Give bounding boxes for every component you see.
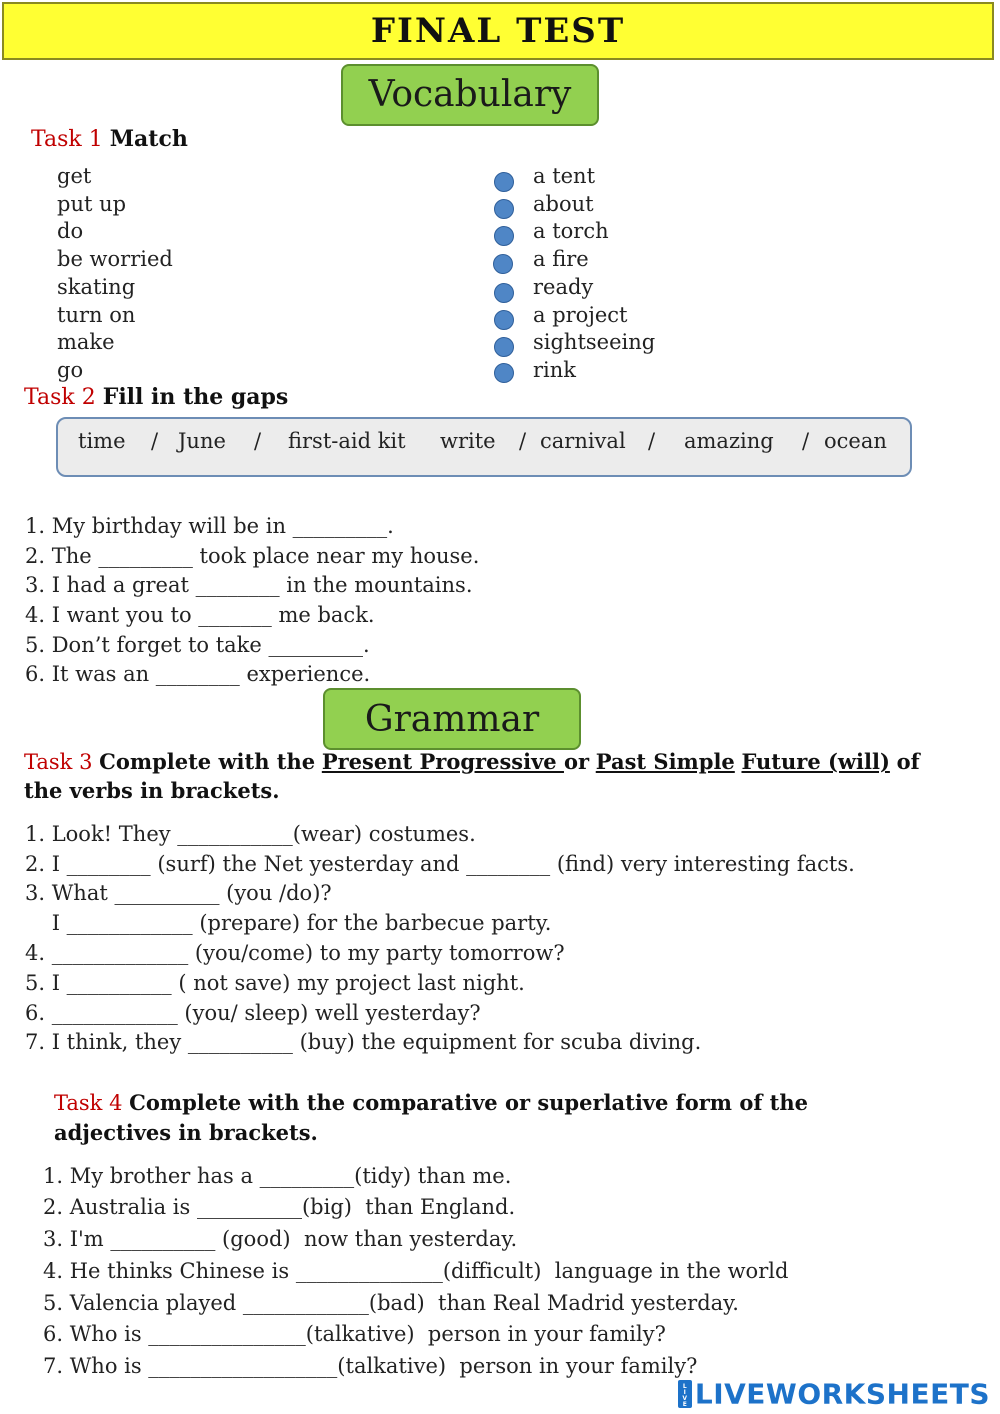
match-left-item: get [57, 164, 92, 188]
task3-title-a: Complete with the [99, 749, 316, 774]
task4-sentence: 7. Who is __________________(talkative) person in your family? [43, 1354, 698, 1378]
match-left-item: be worried [57, 247, 173, 272]
task3-sentence: 5. I __________ ( not save) my project last night. [25, 971, 525, 995]
task3-form-past-simple: Past Simple [595, 749, 735, 774]
task2-sentence: 6. It was an ________ experience. [25, 662, 371, 686]
match-left-item: make [57, 330, 115, 355]
liveworksheets-logo [678, 1376, 990, 1410]
task3-sentence: 1. Look! They ___________(wear) costumes. [25, 822, 476, 846]
word-bank-word: time [78, 429, 126, 453]
liveworksheets-logo-text: LIVEWORKSHEETS [694, 1377, 990, 1411]
word-bank-word: first-aid kit [288, 429, 406, 453]
match-right-item: sightseeing [533, 330, 656, 355]
match-right-item: a project [533, 302, 628, 327]
task3-heading [24, 749, 920, 774]
match-right-column [533, 163, 655, 385]
page-title: FINAL TEST [2, 2, 994, 60]
task3-of: of [896, 749, 920, 774]
task4-number: Task 4 [54, 1091, 123, 1115]
task4-sentence: 5. Valencia played ____________(bad) than Real Madrid yesterday. [43, 1291, 739, 1315]
task1-title: Match [109, 126, 188, 152]
svg-text:I: I [683, 1389, 687, 1396]
word-bank-word: June [178, 429, 226, 453]
svg-text:L: L [682, 1383, 688, 1390]
task3-sentence: 7. I think, they __________ (buy) the equipment for scuba diving. [25, 1030, 702, 1054]
task3-form-future-will: Future (will) [741, 749, 890, 774]
match-dot[interactable] [494, 226, 514, 246]
word-separator: / [151, 429, 159, 453]
word-bank-word: ocean [824, 429, 887, 453]
task3-sentence: 4. _____________ (you/come) to my party tomorrow? [25, 941, 565, 965]
match-right-item: a fire [533, 247, 589, 272]
match-dot[interactable] [494, 337, 514, 357]
task3-form-present-progressive: Present Progressive [321, 749, 564, 774]
match-left-item: skating [57, 274, 136, 299]
task2-sentence: 5. Don’t forget to take _________. [25, 633, 370, 657]
match-right-item: ready [533, 274, 594, 299]
task3-sentence: 2. I ________ (surf) the Net yesterday and ________ (find) very interesting facts. [25, 852, 855, 876]
task1-heading [31, 126, 188, 152]
task4-heading [54, 1090, 808, 1115]
word-bank-word: amazing [684, 429, 774, 453]
word-separator: / [254, 429, 262, 453]
match-dot[interactable] [494, 310, 514, 330]
word-separator: / [519, 429, 527, 453]
liveworksheets-logo-icon [678, 1380, 692, 1408]
task3-sentence: I ____________ (prepare) for the barbecue party. [25, 911, 552, 935]
task2-sentence: 1. My birthday will be in _________. [25, 514, 394, 538]
word-bank-word: write [440, 429, 496, 453]
match-right-item: a torch [533, 219, 609, 244]
match-right-item: about [533, 191, 594, 216]
task4-sentence: 6. Who is _______________(talkative) person in your family? [43, 1322, 666, 1346]
match-left-item: do [57, 219, 84, 244]
task2-sentence: 4. I want you to _______ me back. [25, 603, 375, 627]
match-right-item: rink [533, 357, 577, 382]
match-left-column [57, 163, 173, 385]
svg-text:V: V [682, 1395, 688, 1402]
match-left-item: turn on [57, 302, 136, 327]
task4-sentence: 2. Australia is __________(big) than England. [43, 1195, 516, 1219]
match-dot[interactable] [494, 283, 514, 303]
task4-title-a: Complete with the comparative or superlative form of the [129, 1090, 808, 1115]
grammar-section-header: Grammar [323, 688, 581, 750]
match-dot[interactable] [494, 172, 514, 192]
task4-sentence: 1. My brother has a _________(tidy) than me. [43, 1164, 512, 1188]
task2-number: Task 2 [24, 385, 96, 410]
match-dot[interactable] [494, 363, 514, 383]
task3-sentence: 3. What __________ (you /do)? [25, 881, 332, 905]
word-separator: / [802, 429, 810, 453]
match-dot[interactable] [494, 199, 514, 219]
task2-sentence: 3. I had a great ________ in the mountains. [25, 573, 473, 597]
match-dot[interactable] [493, 254, 513, 274]
task3-title-b: the verbs in brackets. [24, 778, 280, 803]
word-separator: / [648, 429, 656, 453]
task3-or: or [563, 749, 590, 774]
match-right-item: a tent [533, 164, 596, 188]
task3-number: Task 3 [24, 750, 93, 774]
match-left-item: go [57, 357, 84, 382]
svg-text:E: E [682, 1401, 688, 1408]
task3-heading-line2 [24, 778, 280, 803]
word-bank-word: carnival [540, 429, 626, 453]
task1-number: Task 1 [31, 127, 103, 152]
task4-heading-line2 [54, 1120, 318, 1145]
task2-heading [24, 384, 288, 410]
task4-sentence: 4. He thinks Chinese is ______________(difficult) language in the world [43, 1259, 789, 1283]
task4-sentence: 3. I'm __________ (good) now than yesterday. [43, 1227, 518, 1251]
task4-title-b: adjectives in brackets. [54, 1120, 318, 1145]
task2-sentence: 2. The _________ took place near my house. [25, 544, 480, 568]
vocabulary-section-header: Vocabulary [341, 64, 599, 126]
task3-sentence: 6. ____________ (you/ sleep) well yesterday? [25, 1001, 481, 1025]
task2-title: Fill in the gaps [102, 384, 289, 410]
match-left-item: put up [57, 191, 127, 216]
